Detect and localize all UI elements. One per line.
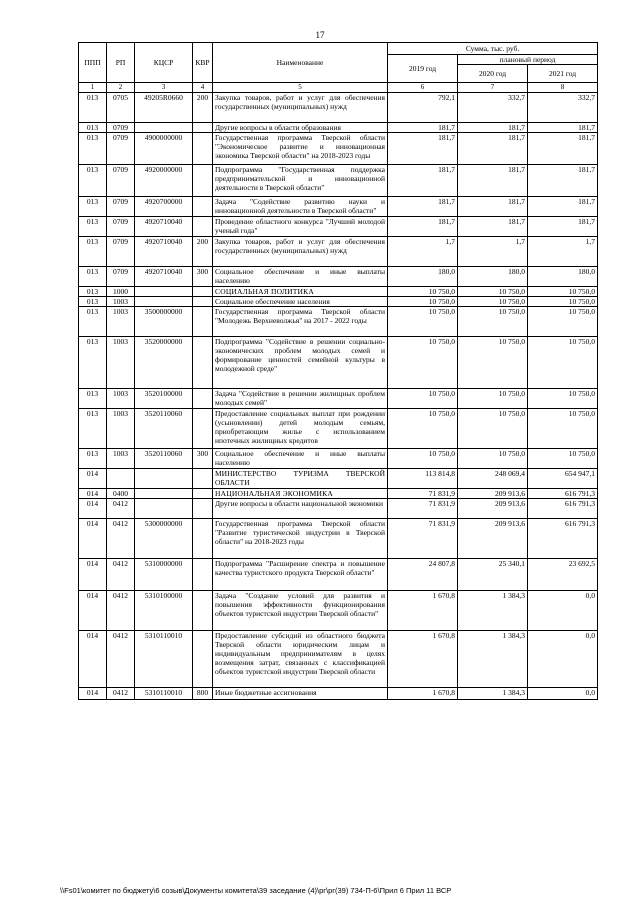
table-row xyxy=(79,499,598,519)
cell-ppp: 013 xyxy=(79,389,107,409)
cell-kcsr xyxy=(135,287,193,297)
cell-kcsr: 3500000000 xyxy=(135,307,193,337)
table-row xyxy=(79,449,598,469)
cell-v2021: 332,7 xyxy=(528,93,598,123)
cell-v2019: 24 807,8 xyxy=(388,559,458,591)
cell-v2019: 10 750,0 xyxy=(388,287,458,297)
cell-name: НАЦИОНАЛЬНАЯ ЭКОНОМИКА xyxy=(213,489,388,499)
cell-ppp: 014 xyxy=(79,469,107,489)
table-row xyxy=(79,267,598,287)
cell-name: Предоставление субсидий из областного бюджета Тверской области юридическим лицам и индивидуальным предпринимателям в целях возмещения затрат, связанных с классификацией объектов туристской индустрии Тверской области xyxy=(213,631,388,688)
cell-v2021: 181,7 xyxy=(528,197,598,217)
cell-rp: 0412 xyxy=(107,688,135,700)
cell-ppp: 013 xyxy=(79,165,107,197)
cell-name: МИНИСТЕРСТВО ТУРИЗМА ТВЕРСКОЙ ОБЛАСТИ xyxy=(213,469,388,489)
cell-v2020: 1 384,3 xyxy=(458,631,528,688)
cell-kcsr xyxy=(135,123,193,133)
table-row xyxy=(79,197,598,217)
cell-v2019: 10 750,0 xyxy=(388,307,458,337)
cell-ppp: 013 xyxy=(79,449,107,469)
page-number: 17 xyxy=(315,30,325,40)
cell-ppp: 014 xyxy=(79,499,107,519)
header-planned: плановый период xyxy=(458,55,598,65)
header-kvr: КВР xyxy=(193,43,213,83)
header-2021: 2021 год xyxy=(528,65,598,83)
cell-ppp: 013 xyxy=(79,297,107,307)
cell-ppp: 013 xyxy=(79,123,107,133)
cell-kcsr: 4920000000 xyxy=(135,165,193,197)
header-rp: РП xyxy=(107,43,135,83)
colnum: 8 xyxy=(528,83,598,93)
cell-kvr xyxy=(193,559,213,591)
cell-name: Социальное обеспечение и иные выплаты населению xyxy=(213,449,388,469)
colnum: 5 xyxy=(213,83,388,93)
cell-v2020: 10 750,0 xyxy=(458,307,528,337)
cell-name: Иные бюджетные ассигнования xyxy=(213,688,388,700)
cell-v2019: 113 814,8 xyxy=(388,469,458,489)
table-row xyxy=(79,93,598,123)
cell-v2021: 23 692,5 xyxy=(528,559,598,591)
header-kcsr: КЦСР xyxy=(135,43,193,83)
cell-v2020: 10 750,0 xyxy=(458,409,528,449)
colnum: 1 xyxy=(79,83,107,93)
colnum: 3 xyxy=(135,83,193,93)
cell-v2020: 181,7 xyxy=(458,217,528,237)
cell-rp: 1003 xyxy=(107,307,135,337)
cell-rp: 1000 xyxy=(107,287,135,297)
cell-rp: 0709 xyxy=(107,237,135,267)
table-row xyxy=(79,237,598,267)
cell-v2021: 0,0 xyxy=(528,631,598,688)
cell-kcsr: 4920710040 xyxy=(135,217,193,237)
cell-ppp: 014 xyxy=(79,559,107,591)
cell-name: Государственная программа Тверской области "Экономическое развитие и инновационная экономика Тверской области" на 2018-2023 годы xyxy=(213,133,388,165)
cell-v2021: 616 791,3 xyxy=(528,519,598,559)
cell-ppp: 014 xyxy=(79,631,107,688)
cell-v2019: 181,7 xyxy=(388,123,458,133)
cell-ppp: 014 xyxy=(79,688,107,700)
cell-kcsr: 5310110010 xyxy=(135,631,193,688)
cell-rp: 1003 xyxy=(107,337,135,389)
cell-name: Государственная программа Тверской области "Молодежь Верхневолжья" на 2017 - 2022 годы xyxy=(213,307,388,337)
cell-kcsr: 5310110010 xyxy=(135,688,193,700)
cell-kvr xyxy=(193,591,213,631)
cell-rp: 1003 xyxy=(107,297,135,307)
cell-ppp: 013 xyxy=(79,197,107,217)
cell-name: Задача "Содействие развитию науки и инновационной деятельности в Тверской области" xyxy=(213,197,388,217)
cell-kvr xyxy=(193,469,213,489)
cell-kvr xyxy=(193,133,213,165)
cell-ppp: 013 xyxy=(79,307,107,337)
cell-kcsr xyxy=(135,297,193,307)
budget-table xyxy=(78,42,598,700)
table-row xyxy=(79,287,598,297)
cell-name: Предоставление социальных выплат при рождении (усыновлении) детей молодым семьям, приобретающим жилье с использованием ипотечных жилищных кредитов xyxy=(213,409,388,449)
cell-ppp: 013 xyxy=(79,409,107,449)
cell-v2020: 10 750,0 xyxy=(458,449,528,469)
cell-ppp: 013 xyxy=(79,267,107,287)
cell-name: Социальное обеспечение и иные выплаты населению xyxy=(213,267,388,287)
cell-rp: 0709 xyxy=(107,123,135,133)
cell-v2020: 1,7 xyxy=(458,237,528,267)
colnum: 2 xyxy=(107,83,135,93)
cell-name: Закупка товаров, работ и услуг для обеспечения государственных (муниципальных) нужд xyxy=(213,93,388,123)
cell-v2021: 10 750,0 xyxy=(528,337,598,389)
cell-name: Социальное обеспечение населения xyxy=(213,297,388,307)
cell-rp: 0709 xyxy=(107,267,135,287)
cell-name: Задача "Содействие в решении жилищных проблем молодых семей" xyxy=(213,389,388,409)
cell-v2019: 10 750,0 xyxy=(388,409,458,449)
cell-name: Другие вопросы в области образования xyxy=(213,123,388,133)
cell-rp xyxy=(107,469,135,489)
cell-kcsr xyxy=(135,499,193,519)
cell-v2020: 181,7 xyxy=(458,123,528,133)
cell-kvr xyxy=(193,307,213,337)
cell-v2019: 1 670,8 xyxy=(388,688,458,700)
cell-rp: 0412 xyxy=(107,631,135,688)
cell-ppp: 014 xyxy=(79,519,107,559)
cell-rp: 0705 xyxy=(107,93,135,123)
cell-kvr xyxy=(193,337,213,389)
cell-rp: 0412 xyxy=(107,591,135,631)
table-header xyxy=(79,43,598,83)
cell-v2021: 181,7 xyxy=(528,133,598,165)
cell-kvr xyxy=(193,287,213,297)
cell-kvr xyxy=(193,389,213,409)
cell-v2021: 10 750,0 xyxy=(528,307,598,337)
table-body xyxy=(79,83,598,700)
cell-kvr xyxy=(193,489,213,499)
cell-kcsr: 4900000000 xyxy=(135,133,193,165)
cell-name: Государственная программа Тверской области "Развитие туристической индустрии в Тверской области" на 2018-2023 годы xyxy=(213,519,388,559)
cell-v2019: 181,7 xyxy=(388,133,458,165)
cell-v2020: 10 750,0 xyxy=(458,297,528,307)
cell-v2021: 616 791,3 xyxy=(528,499,598,519)
cell-rp: 0412 xyxy=(107,519,135,559)
cell-ppp: 013 xyxy=(79,217,107,237)
cell-rp: 1003 xyxy=(107,449,135,469)
table-row xyxy=(79,409,598,449)
cell-kvr xyxy=(193,123,213,133)
cell-v2020: 209 913,6 xyxy=(458,499,528,519)
cell-kvr xyxy=(193,519,213,559)
cell-v2019: 181,7 xyxy=(388,217,458,237)
cell-v2020: 181,7 xyxy=(458,165,528,197)
cell-kcsr xyxy=(135,469,193,489)
table-row xyxy=(79,297,598,307)
cell-v2021: 10 750,0 xyxy=(528,287,598,297)
cell-v2019: 1 670,8 xyxy=(388,591,458,631)
cell-ppp: 013 xyxy=(79,337,107,389)
cell-rp: 1003 xyxy=(107,409,135,449)
cell-v2019: 71 831,9 xyxy=(388,489,458,499)
table-row xyxy=(79,123,598,133)
cell-kcsr: 4920710040 xyxy=(135,267,193,287)
cell-rp: 0412 xyxy=(107,559,135,591)
cell-kcsr: 3520110060 xyxy=(135,449,193,469)
cell-v2020: 1 384,3 xyxy=(458,591,528,631)
cell-v2021: 0,0 xyxy=(528,591,598,631)
colnum: 7 xyxy=(458,83,528,93)
cell-v2019: 10 750,0 xyxy=(388,449,458,469)
cell-rp: 0709 xyxy=(107,165,135,197)
cell-v2019: 10 750,0 xyxy=(388,297,458,307)
colnum: 6 xyxy=(388,83,458,93)
cell-v2019: 1,7 xyxy=(388,237,458,267)
cell-v2019: 181,7 xyxy=(388,197,458,217)
cell-kcsr: 5310000000 xyxy=(135,559,193,591)
cell-v2020: 209 913,6 xyxy=(458,489,528,499)
cell-kcsr: 5310100000 xyxy=(135,591,193,631)
cell-ppp: 013 xyxy=(79,237,107,267)
cell-kvr xyxy=(193,217,213,237)
cell-v2021: 181,7 xyxy=(528,165,598,197)
cell-v2021: 181,7 xyxy=(528,123,598,133)
cell-v2020: 10 750,0 xyxy=(458,337,528,389)
cell-v2020: 10 750,0 xyxy=(458,389,528,409)
cell-v2019: 792,1 xyxy=(388,93,458,123)
table-row xyxy=(79,591,598,631)
cell-v2021: 0,0 xyxy=(528,688,598,700)
cell-v2021: 1,7 xyxy=(528,237,598,267)
cell-kcsr: 3520100000 xyxy=(135,389,193,409)
cell-rp: 0709 xyxy=(107,133,135,165)
table-row xyxy=(79,337,598,389)
cell-v2019: 10 750,0 xyxy=(388,389,458,409)
table-row xyxy=(79,217,598,237)
table-row xyxy=(79,165,598,197)
cell-v2021: 654 947,1 xyxy=(528,469,598,489)
cell-kvr xyxy=(193,631,213,688)
table-row xyxy=(79,559,598,591)
cell-kcsr: 3520000000 xyxy=(135,337,193,389)
cell-v2020: 181,7 xyxy=(458,197,528,217)
cell-name: Закупка товаров, работ и услуг для обеспечения государственных (муниципальных) нужд xyxy=(213,237,388,267)
cell-kvr: 300 xyxy=(193,267,213,287)
table-row xyxy=(79,688,598,700)
cell-ppp: 013 xyxy=(79,133,107,165)
colnum: 4 xyxy=(193,83,213,93)
cell-rp: 0412 xyxy=(107,499,135,519)
cell-name: СОЦИАЛЬНАЯ ПОЛИТИКА xyxy=(213,287,388,297)
cell-kcsr: 3520110060 xyxy=(135,409,193,449)
cell-v2020: 180,0 xyxy=(458,267,528,287)
cell-v2019: 1 670,8 xyxy=(388,631,458,688)
cell-kvr: 200 xyxy=(193,93,213,123)
cell-v2020: 10 750,0 xyxy=(458,287,528,297)
header-ppp: ППП xyxy=(79,43,107,83)
cell-v2021: 180,0 xyxy=(528,267,598,287)
cell-kcsr xyxy=(135,489,193,499)
table-row xyxy=(79,489,598,499)
cell-rp: 0709 xyxy=(107,197,135,217)
cell-kcsr: 5300000000 xyxy=(135,519,193,559)
cell-ppp: 013 xyxy=(79,93,107,123)
cell-v2021: 616 791,3 xyxy=(528,489,598,499)
cell-v2020: 209 913,6 xyxy=(458,519,528,559)
cell-name: Проведение областного конкурса "Лучший молодой ученый года" xyxy=(213,217,388,237)
header-name: Наименование xyxy=(213,43,388,83)
cell-rp: 0400 xyxy=(107,489,135,499)
cell-kvr xyxy=(193,499,213,519)
cell-rp: 1003 xyxy=(107,389,135,409)
table-row xyxy=(79,133,598,165)
cell-v2020: 25 340,1 xyxy=(458,559,528,591)
cell-kcsr: 4920700000 xyxy=(135,197,193,217)
cell-name: Подпрограмма "Содействие в решении социально-экономических проблем молодых семей и формирование ценностей семейной культуры в молодежной среде" xyxy=(213,337,388,389)
cell-name: Другие вопросы в области национальной экономики xyxy=(213,499,388,519)
cell-v2019: 71 831,9 xyxy=(388,519,458,559)
cell-v2021: 10 750,0 xyxy=(528,409,598,449)
cell-ppp: 014 xyxy=(79,591,107,631)
header-2019: 2019 год xyxy=(388,55,458,83)
table-row xyxy=(79,389,598,409)
cell-kcsr: 4920710040 xyxy=(135,237,193,267)
cell-v2019: 181,7 xyxy=(388,165,458,197)
cell-v2019: 71 831,9 xyxy=(388,499,458,519)
cell-v2020: 181,7 xyxy=(458,133,528,165)
cell-kcsr: 49205R0660 xyxy=(135,93,193,123)
cell-kvr: 200 xyxy=(193,237,213,267)
table-row xyxy=(79,519,598,559)
file-path-footer: \\Fs01\комитет по бюджету\6 созыв\Документы комитета\39 заседание (4)\рг\рг(39) 734-П-6\Прил 6 Прил 11 ВСР xyxy=(60,886,452,895)
cell-kvr: 800 xyxy=(193,688,213,700)
cell-v2021: 10 750,0 xyxy=(528,297,598,307)
cell-v2020: 1 384,3 xyxy=(458,688,528,700)
cell-name: Подпрограмма "Государственная поддержка предпринимательской и инновационной деятельности в Тверской области" xyxy=(213,165,388,197)
cell-v2019: 10 750,0 xyxy=(388,337,458,389)
cell-v2019: 180,0 xyxy=(388,267,458,287)
table-row xyxy=(79,469,598,489)
cell-v2021: 10 750,0 xyxy=(528,449,598,469)
cell-ppp: 014 xyxy=(79,489,107,499)
cell-name: Задача "Создание условий для развития и повышения эффективности функционирования объектов туристской индустрии Тверской области" xyxy=(213,591,388,631)
cell-v2020: 248 069,4 xyxy=(458,469,528,489)
column-number-row xyxy=(79,83,598,93)
cell-kvr xyxy=(193,409,213,449)
header-2020: 2020 год xyxy=(458,65,528,83)
table-row xyxy=(79,307,598,337)
cell-ppp: 013 xyxy=(79,287,107,297)
cell-kvr xyxy=(193,165,213,197)
cell-name: Подпрограмма "Расширение спектра и повышение качества туристского продукта Тверской области" xyxy=(213,559,388,591)
cell-kvr: 300 xyxy=(193,449,213,469)
cell-rp: 0709 xyxy=(107,217,135,237)
cell-kvr xyxy=(193,197,213,217)
table-row xyxy=(79,631,598,688)
cell-v2021: 10 750,0 xyxy=(528,389,598,409)
cell-kvr xyxy=(193,297,213,307)
cell-v2020: 332,7 xyxy=(458,93,528,123)
header-sum: Сумма, тыс. руб. xyxy=(388,43,598,55)
cell-v2021: 181,7 xyxy=(528,217,598,237)
